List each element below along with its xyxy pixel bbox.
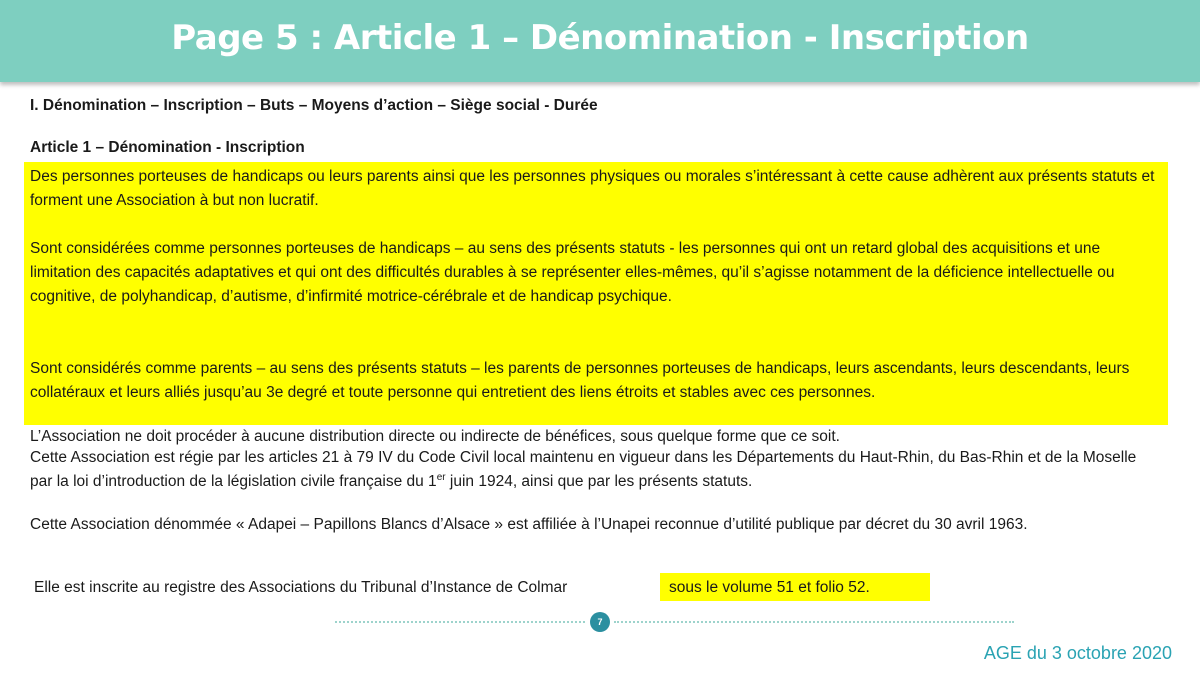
paragraph-affiliation: Cette Association dénommée « Adapei – Papillons Blancs d’Alsace » est affiliée à l’Unapei reconnue d’utilité publique par décret du 30 avril 1963. [30, 516, 1028, 533]
footer-date: AGE du 3 octobre 2020 [983, 643, 1172, 663]
paragraph-non-profit: L’Association ne doit procéder à aucune distribution directe ou indirecte de bénéfices, sous quelque forme que ce soit. [30, 428, 840, 445]
paragraph-registration: Elle est inscrite au registre des Associations du Tribunal d’Instance de Colmar [34, 579, 568, 596]
footer-dotted-line-left [335, 621, 585, 623]
superscript-er: er [436, 471, 446, 483]
slide-header [0, 0, 1200, 82]
section-title: I. Dénomination – Inscription – Buts – Moyens d’action – Siège social - Durée [30, 97, 598, 114]
slide-title: Page 5 : Article 1 – Dénomination - Inscription [171, 18, 1029, 58]
paragraph-parents: Sont considérés comme parents – au sens des présents statuts – les parents de personnes porteuses de handicaps, leurs ascendants, leurs descendants, leurs collatéraux et leurs alliés jusqu’au 3e degré et toute personne qui entretient des liens étroits et stables avec ces personnes. [30, 360, 1130, 401]
page-number-badge: 7 [590, 612, 610, 632]
legal-basis-text-end: juin 1924, ainsi que par les présents statuts. [445, 473, 753, 490]
paragraph-legal-basis [30, 446, 1155, 494]
registration-volume-text: sous le volume 51 et folio 52. [669, 579, 870, 596]
footer-dotted-line-right [614, 621, 1014, 623]
paragraph-members: Des personnes porteuses de handicaps ou leurs parents ainsi que les personnes physiques ou morales s’intéressant à cette cause adhèrent aux présents statuts et forment une Association à but non lucratif. [30, 168, 1155, 209]
article-title: Article 1 – Dénomination - Inscription [30, 139, 305, 156]
legal-basis-text: Cette Association est régie par les articles 21 à 79 IV du Code Civil local maintenu en vigueur dans les Départements du Haut-Rhin, du Bas-Rhin et de la Moselle par la loi d’introduction de la législation civile française du 1 [30, 449, 1137, 490]
paragraph-disabled-persons: Sont considérées comme personnes porteuses de handicaps – au sens des présents statuts - les personnes qui ont un retard global des acquisitions et une limitation des capacités adaptatives et qui ont des difficultés durables à se représenter elles-mêmes, qu’il s’agisse notamment de la déficience intellectuelle ou cognitive, de polyhandicap, d’autisme, d’infirmité motrice-cérébrale et de handicap psychique. [30, 240, 1115, 305]
